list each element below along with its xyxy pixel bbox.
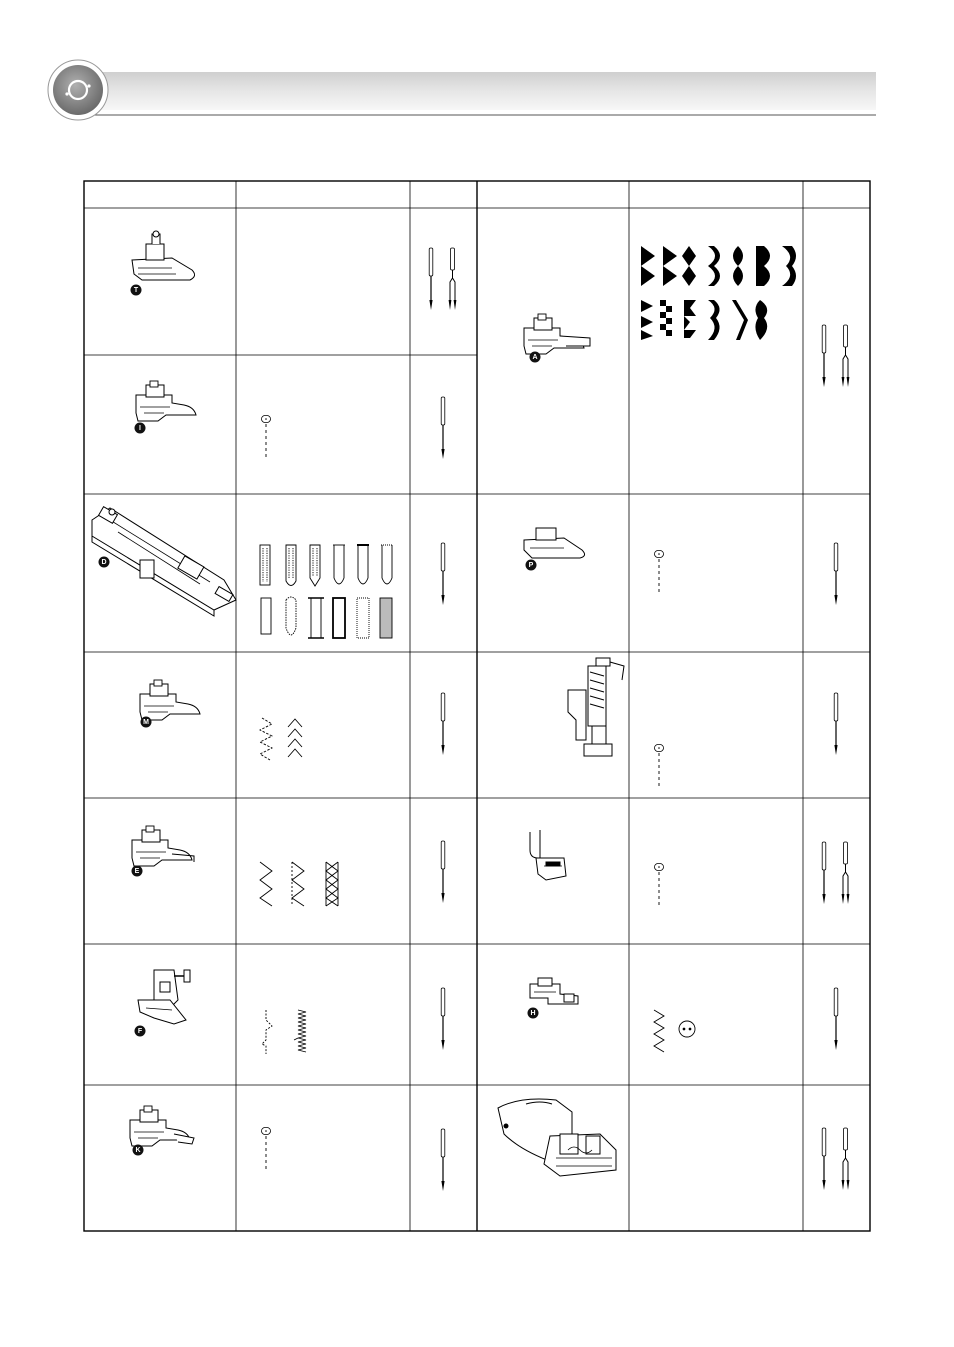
decorative-satin-patterns-icon — [641, 246, 796, 340]
table-row — [498, 1099, 849, 1190]
zigzag-and-button-icon — [654, 1010, 695, 1052]
table-grid — [84, 181, 870, 1231]
svg-text:D: D — [101, 559, 107, 566]
straight-stitch-icon — [262, 416, 271, 458]
twin-needle-icon — [429, 248, 456, 310]
table-row — [524, 528, 838, 605]
single-needle-icon — [834, 693, 838, 755]
single-needle-icon — [441, 693, 445, 755]
foot-letter-badge-h — [528, 1008, 539, 1019]
single-needle-icon — [834, 988, 838, 1050]
straight-stitch-icon — [655, 864, 664, 906]
foot-letter-badge-m — [141, 717, 152, 728]
svg-text:I: I — [139, 425, 141, 432]
table-row — [135, 970, 445, 1054]
svg-text:A: A — [532, 354, 538, 361]
single-needle-icon — [441, 988, 445, 1050]
single-needle-icon — [441, 841, 445, 903]
zipper-foot-icon — [530, 830, 566, 880]
table-row — [524, 246, 849, 387]
table-row — [530, 830, 849, 905]
table-row — [135, 381, 445, 459]
svg-text:P: P — [528, 562, 534, 569]
presser-foot-a-icon — [524, 314, 590, 354]
presser-foot-i-icon — [136, 381, 196, 421]
svg-text:T: T — [133, 287, 139, 294]
presser-foot-e-icon — [132, 826, 194, 866]
table-row — [140, 680, 445, 760]
table-row — [528, 978, 838, 1052]
foot-letter-badge-k — [133, 1145, 144, 1156]
svg-text:E: E — [134, 868, 140, 875]
svg-text:M: M — [143, 719, 149, 726]
buttonhole-foot-d-icon — [92, 507, 236, 616]
svg-text:F: F — [137, 1028, 143, 1035]
presser-foot-p-icon — [524, 528, 585, 558]
svg-text:H: H — [530, 1010, 536, 1017]
table-row — [568, 658, 838, 786]
single-needle-icon — [441, 1129, 445, 1191]
presser-foot-f-icon — [138, 970, 190, 1024]
presser-foot-k-icon — [130, 1106, 194, 1146]
twin-needle-icon — [822, 842, 849, 904]
table-row — [92, 507, 445, 638]
presser-foot-h-icon — [530, 978, 578, 1004]
blind-and-satin-stitches-icon — [262, 1010, 306, 1054]
foot-letter-badge-d — [99, 557, 110, 568]
single-needle-icon — [441, 397, 445, 459]
table-row — [130, 1106, 445, 1191]
svg-text:K: K — [135, 1147, 141, 1154]
foot-letter-badge-t — [131, 285, 142, 296]
table-row — [131, 231, 457, 310]
zigzag-arrow-stitches-icon — [260, 718, 302, 760]
foot-letter-badge-a — [530, 352, 541, 363]
triangle-zigzag-stitches-icon — [260, 862, 338, 906]
foot-letter-badge-i — [135, 423, 146, 434]
buttonhole-stitches-icon — [260, 545, 393, 638]
darning-foot-icon — [568, 658, 624, 756]
presser-foot-t-icon — [132, 231, 195, 280]
single-needle-icon — [441, 543, 445, 605]
twin-needle-icon — [822, 325, 849, 387]
foot-letter-badge-p — [526, 560, 537, 571]
foot-letter-badge-f — [135, 1026, 146, 1037]
straight-stitch-icon — [655, 551, 664, 593]
straight-stitch-icon — [262, 1128, 271, 1170]
twin-needle-icon — [822, 1128, 849, 1190]
single-needle-icon — [834, 543, 838, 605]
presser-foot-m-icon — [140, 680, 200, 720]
walking-foot-icon — [498, 1099, 616, 1176]
table-row — [132, 826, 445, 906]
straight-stitch-icon — [655, 745, 664, 787]
foot-letter-badge-e — [132, 866, 143, 877]
